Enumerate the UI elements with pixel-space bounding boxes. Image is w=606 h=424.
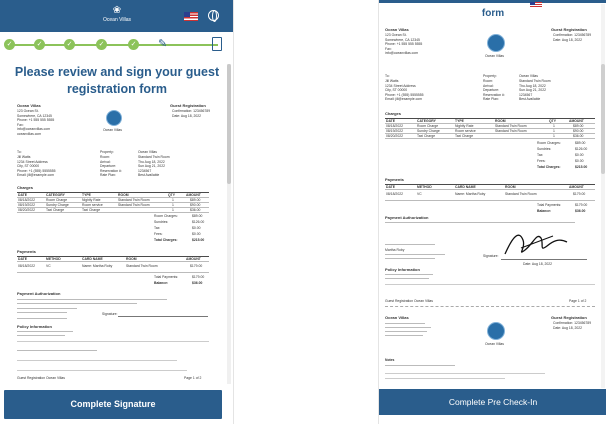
total-label: Fees: (154, 232, 163, 236)
charge-cell: Room Charge (46, 197, 68, 202)
stay-label: Property: (483, 74, 497, 78)
text-line (385, 335, 423, 336)
total-value: $0.00 (575, 159, 584, 163)
payment-cell: $179.00 (573, 192, 586, 196)
payment-total-label: Balance: (154, 281, 169, 285)
payment-cell: VC (46, 264, 51, 268)
signed-date: Date: Aug 18, 2022 (523, 262, 553, 266)
payment-cell: Name: Martha Roby (455, 192, 486, 196)
charge-cell: 08/18/2022 (18, 197, 35, 202)
guest-line: City, ST 00000 (17, 164, 40, 169)
guest-line: Jill Watts (17, 155, 31, 159)
stay-label: Departure: (483, 88, 500, 93)
charge-cell: $89.00 (190, 197, 201, 202)
stay-label: Room: (483, 79, 493, 83)
avatar-caption: Ocean Villas (485, 54, 504, 58)
registration-title: Guest Registration (551, 27, 587, 32)
charge-cell: Taxi Charge (455, 133, 474, 138)
charge-cell: Taxi Charge (417, 133, 436, 138)
charge-cell: 1 (172, 202, 174, 207)
text-line (17, 318, 67, 319)
total-value: $215.00 (192, 238, 205, 242)
hotel-line: oceanvillas.com (17, 132, 42, 136)
signature-step-icon: ✎ (158, 38, 168, 50)
registration-line: Confirmation: 123456789 (172, 109, 211, 113)
stay-value: Ocean Villas (519, 74, 538, 78)
charge-cell: Nightly Rate (82, 197, 101, 202)
progress-step-5-check-icon: ✓ (128, 39, 139, 50)
text-line (385, 274, 433, 275)
payments-header: AMOUNT (569, 184, 584, 189)
payments-header: DATE (18, 256, 27, 261)
registration-line: Confirmation: 123456789 (553, 33, 592, 37)
doc-footer-right: Page 1 of 2 (569, 299, 587, 303)
stay-value: 1234567 (138, 168, 152, 173)
charge-cell: 1 (553, 128, 555, 133)
policy-title: Policy Information (17, 324, 52, 329)
scrollbar-thumb[interactable] (227, 64, 231, 184)
payment-authorization-title: Payment Authorization (385, 215, 429, 220)
stay-label: Property: (100, 150, 114, 154)
guest-line: 1234 Street Address (17, 159, 48, 164)
charge-cell: $90.00 (190, 202, 201, 207)
hotel-line: 123 Ocean St. (17, 109, 39, 113)
stay-value: Best Available (519, 97, 541, 102)
progress-step-4-check-icon: ✓ (96, 39, 107, 50)
stay-value: Ocean Villas (138, 150, 157, 154)
text-line (17, 350, 97, 351)
page2-avatar-caption: Ocean Villas (485, 342, 504, 346)
stay-label: Rate Plan: (100, 173, 116, 178)
payments-section-title: Payments (17, 249, 36, 254)
doc-footer-left: Guest Registration Ocean Villas (385, 299, 433, 303)
payments-header: AMOUNT (186, 256, 201, 261)
payment-cell: Standard Twin Room (126, 264, 158, 268)
total-value: $0.00 (575, 153, 584, 157)
charge-cell: 08/19/2022 (386, 128, 403, 133)
text-line (17, 341, 209, 342)
text-line (17, 303, 137, 304)
charges-header: TYPE (82, 192, 91, 197)
total-label: Fees: (537, 159, 546, 163)
text-line (385, 222, 575, 223)
globe-icon[interactable] (208, 10, 219, 21)
guest-line: City, ST 00000 (385, 88, 408, 93)
guest-signature-scribble (501, 226, 571, 260)
charge-cell: 1 (172, 207, 174, 212)
registration-line: Date: Aug 18, 2022 (553, 37, 583, 42)
charges-header: CATEGORY (417, 118, 436, 123)
charge-cell: 08/18/2022 (386, 123, 403, 128)
payment-cell: Name: Martha Roby (82, 264, 113, 268)
hotel-line: info@oceanvillas.com (385, 51, 419, 56)
total-label: Room Charges: (154, 214, 178, 218)
stay-value: Sun Aug 21, 2022 (519, 88, 546, 93)
signature-label: Signature: (483, 254, 499, 258)
row-rule (385, 138, 595, 139)
stay-value: Sun Aug 21, 2022 (138, 164, 165, 169)
text-line (17, 308, 77, 309)
stay-value: Thu Aug 18, 2022 (519, 83, 546, 88)
payment-cell: 08/18/2022 (18, 264, 35, 268)
charge-cell: Room Charge (417, 123, 439, 128)
charge-cell: 08/19/2022 (18, 202, 35, 207)
payments-section-title: Payments (385, 177, 404, 182)
registration-review-screen (0, 0, 234, 424)
total-label: Room Charges: (537, 141, 561, 145)
complete-pre-checkin-button[interactable]: Complete Pre Check-In (379, 389, 606, 415)
page2-hotel-avatar (487, 322, 505, 340)
avatar-caption: Ocean Villas (103, 128, 122, 132)
text-line (17, 360, 177, 361)
doc-footer-right: Page 1 of 2 (184, 376, 202, 380)
charge-cell: Standard Twin Room (118, 202, 150, 207)
guest-line: Email: jill@example.com (17, 173, 54, 178)
charge-cell: Standard Twin Room (495, 128, 527, 133)
total-label: Tax: (537, 153, 544, 157)
charge-cell: 1 (172, 197, 174, 202)
text-line (501, 259, 587, 260)
registration-title: Guest Registration (170, 103, 206, 108)
text-line (385, 365, 455, 366)
scrollbar-thumb[interactable] (601, 64, 605, 174)
guest-line: 1234 Street Address (385, 83, 416, 88)
text-line (17, 335, 65, 336)
stay-value: 1234567 (519, 92, 533, 97)
payment-total-value: $36.00 (192, 281, 203, 285)
payments-header: DATE (386, 184, 395, 189)
payment-cell: $179.00 (190, 264, 203, 268)
charge-cell: $36.00 (573, 133, 584, 138)
payment-authorization-title: Payment Authorization (17, 291, 61, 296)
charges-header: DATE (18, 192, 27, 197)
payment-total-label: Balance: (537, 209, 552, 213)
stay-value: Standard Twin Room (519, 79, 551, 83)
charges-header: QTY (168, 192, 175, 197)
charge-cell: 1 (553, 123, 555, 128)
total-value: $126.00 (192, 220, 205, 224)
policy-title: Policy Information (385, 267, 420, 272)
text-line (17, 312, 67, 313)
stay-value: Best Available (138, 173, 160, 178)
total-value: $126.00 (575, 147, 588, 151)
row-rule (17, 212, 209, 213)
payments-header: CARD NAME (82, 256, 103, 261)
total-value: $215.00 (575, 165, 588, 169)
hotel-line: 123 Ocean St. (385, 33, 407, 37)
hotel-avatar (487, 34, 505, 52)
page2-registration-line: Confirmation: 123456789 (553, 321, 592, 325)
guest-line: To: (17, 150, 22, 154)
signature-line[interactable] (118, 316, 208, 317)
payments-header: METHOD (417, 184, 432, 189)
charge-cell: $36.00 (190, 207, 201, 212)
payment-cell: VC (417, 192, 422, 196)
charges-section-title: Charges (385, 111, 402, 116)
charge-cell: 08/20/2022 (386, 133, 403, 138)
total-label: Tax: (154, 226, 161, 230)
palm-logo-icon: ❀ (112, 5, 122, 16)
progress-step-3-check-icon: ✓ (64, 39, 75, 50)
text-line (385, 327, 431, 328)
text-line (385, 284, 595, 285)
text-line (385, 323, 425, 324)
hotel-line: Phone: +1 555 555 5555 (385, 42, 423, 47)
stay-label: Reservation #: (483, 92, 505, 97)
top-app-bar-edge (379, 0, 606, 3)
charge-cell: Room service (455, 128, 476, 133)
text-line (385, 244, 435, 245)
stay-label: Reservation #: (100, 168, 122, 173)
text-line (17, 331, 73, 332)
row-rule (17, 261, 209, 262)
hotel-avatar (106, 110, 122, 126)
charges-header: AMOUNT (569, 118, 584, 123)
stay-label: Room: (100, 155, 110, 159)
top-app-bar (0, 0, 234, 32)
page-title: Please review and sign your guest registration form (14, 65, 220, 96)
stay-label: Departure: (100, 164, 117, 169)
hotel-line: Phone: +1 555 555 5555 (17, 118, 55, 123)
guest-line: Jill Watts (385, 79, 399, 83)
charges-header: QTY (549, 118, 556, 123)
stay-value: Thu Aug 18, 2022 (138, 159, 165, 164)
text-line (385, 373, 545, 374)
text-line (17, 370, 187, 371)
brand-name: Ocean Villas (103, 17, 131, 23)
signer-name: Martha Roby (385, 248, 405, 252)
total-value: $0.00 (192, 226, 201, 230)
payment-total-label: Total Payments: (154, 275, 179, 279)
stay-label: Rate Plan: (483, 97, 499, 102)
charge-cell: Sundry Charge (417, 128, 440, 133)
total-value: $0.00 (192, 232, 201, 236)
text-line (385, 254, 445, 255)
text-line (385, 331, 427, 332)
payments-header: CARD NAME (455, 184, 476, 189)
guest-line: To: (385, 74, 390, 78)
total-label: Total Charges: (154, 238, 178, 242)
text-line (385, 258, 435, 259)
total-label: Sundries: (154, 220, 169, 224)
total-value: $89.00 (575, 141, 586, 145)
payment-total-value: $36.00 (575, 209, 586, 213)
charges-header: DATE (386, 118, 395, 123)
total-label: Total Charges: (537, 165, 561, 169)
registration-line: Date: Aug 18, 2022 (172, 113, 202, 118)
charges-header: AMOUNT (186, 192, 201, 197)
checkin-door-icon (212, 37, 222, 51)
charge-cell: $90.00 (573, 128, 584, 133)
progress-step-2-check-icon: ✓ (34, 39, 45, 50)
charge-cell: Sundry Charge (46, 202, 69, 207)
page2-registration-title: Guest Registration (551, 315, 587, 320)
signature-label: Signature: (102, 312, 118, 316)
progress-step-1-check-icon: ✓ (4, 39, 15, 50)
page-title-tail: form (481, 8, 505, 19)
charges-section-title: Charges (17, 185, 34, 190)
hotel-line: Somewhere, CA 12345 (17, 113, 52, 118)
registration-document-preview (14, 104, 212, 384)
guest-line: Phone: +1 (555) 5555555 (17, 168, 56, 173)
charges-header: CATEGORY (46, 192, 65, 197)
pre-checkin-screen (378, 0, 606, 424)
doc-footer-left: Guest Registration Ocean Villas (17, 376, 65, 380)
hotel-line: Fax: (17, 122, 24, 127)
row-rule (385, 200, 595, 201)
guest-line: Phone: +1 (555) 5555555 (385, 92, 424, 97)
hotel-line: Fax: (385, 46, 392, 51)
payments-header: METHOD (46, 256, 61, 261)
signed-document-preview (383, 28, 599, 388)
payment-cell: Standard Twin Room (505, 192, 537, 196)
hotel-line: info@oceanvillas.com (17, 127, 51, 132)
total-value: $89.00 (192, 214, 203, 218)
text-line (17, 299, 167, 300)
charge-cell: 08/20/2022 (18, 207, 35, 212)
document-scrollbar[interactable] (227, 64, 231, 384)
notes-title: Notes (385, 358, 395, 362)
payment-total-value: $179.00 (575, 203, 588, 207)
payments-header: ROOM (505, 184, 516, 189)
charges-header: TYPE (455, 118, 464, 123)
stay-label: Arrival: (483, 83, 494, 88)
charge-cell: $89.00 (573, 123, 584, 128)
page-break-divider (385, 306, 595, 307)
charges-header: ROOM (118, 192, 129, 197)
payments-header: ROOM (126, 256, 137, 261)
charges-header: ROOM (495, 118, 506, 123)
stay-label: Arrival: (100, 159, 111, 164)
total-label: Sundries: (537, 147, 552, 151)
payment-cell: 08/18/2022 (386, 192, 403, 196)
text-line (385, 278, 429, 279)
charge-cell: Taxi Charge (82, 207, 101, 212)
page2-registration-line: Date: Aug 18, 2022 (553, 325, 583, 330)
hotel-line: Somewhere, CA 12345 (385, 37, 420, 42)
stay-value: Standard Twin Room (138, 155, 170, 159)
row-rule (17, 272, 209, 273)
text-line (385, 378, 505, 379)
payment-total-label: Total Payments: (537, 203, 562, 207)
charge-cell: 1 (553, 133, 555, 138)
page2-hotel-name: Ocean Villas (385, 315, 409, 320)
charge-cell: Taxi Charge (46, 207, 65, 212)
brand-logo[interactable] (94, 5, 140, 24)
row-rule (385, 189, 595, 190)
payment-total-value: $179.00 (192, 275, 205, 279)
charge-cell: Standard Twin Room (118, 197, 150, 202)
us-flag-icon[interactable] (184, 12, 198, 21)
charge-cell: Nightly Rate (455, 123, 474, 128)
charge-cell: Room service (82, 202, 103, 207)
hotel-name: Ocean Villas (17, 103, 41, 108)
document-scrollbar[interactable] (601, 4, 605, 388)
checkin-progress-bar (0, 36, 234, 54)
hotel-name: Ocean Villas (385, 27, 409, 32)
guest-line: Email: jill@example.com (385, 97, 422, 102)
complete-signature-button[interactable]: Complete Signature (4, 390, 222, 419)
charge-cell: Standard Twin Room (495, 123, 527, 128)
